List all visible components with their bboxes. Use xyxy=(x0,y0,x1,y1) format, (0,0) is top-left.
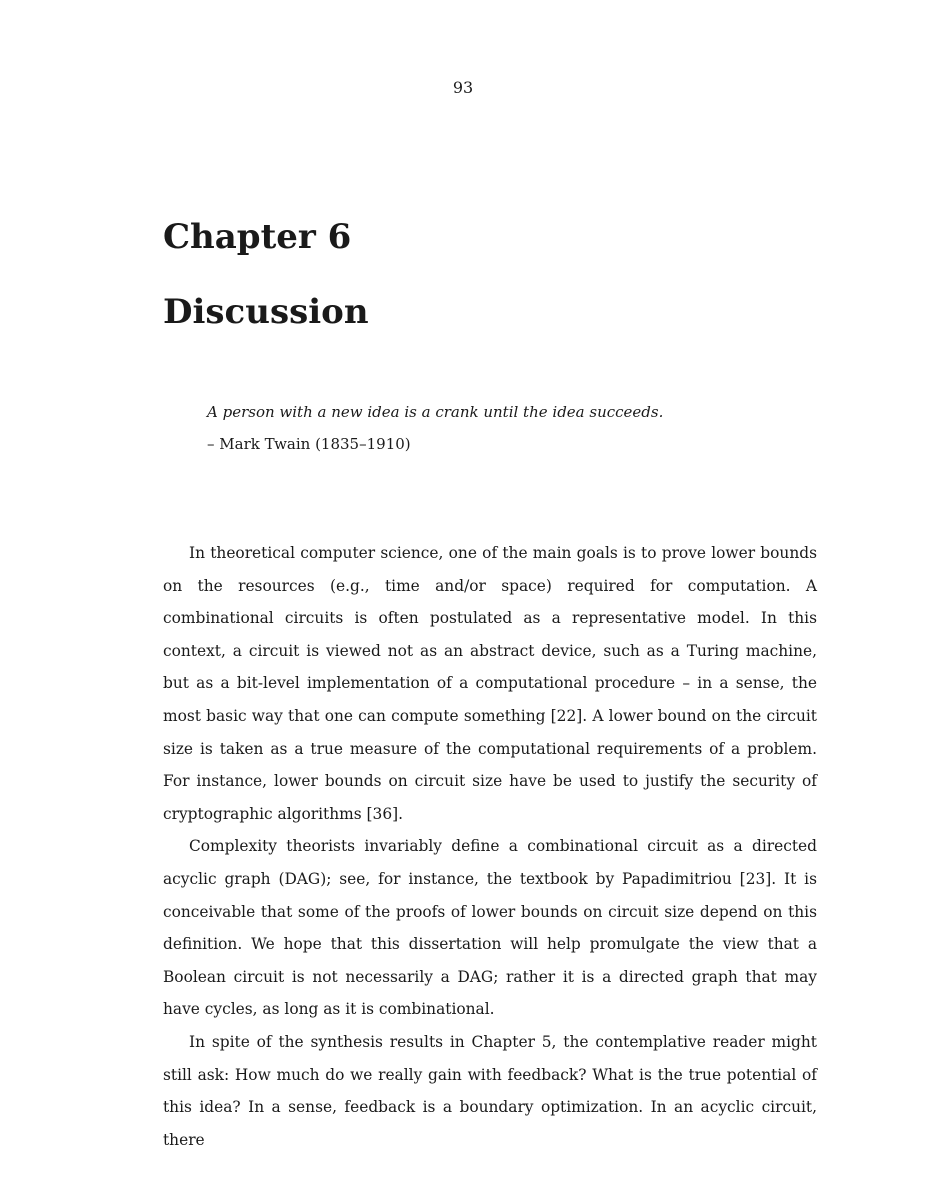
paragraph: In spite of the synthesis results in Chapter 5, the contemplative reader might still ask: How much do we really gain with feedback? What is the true potential of this idea? In a sense, feedback is a boundary optimization. In an acyclic circuit, there xyxy=(163,1032,817,1149)
epigraph xyxy=(207,400,663,456)
epigraph-attribution: – Mark Twain (1835–1910) xyxy=(207,435,411,453)
chapter-title: Discussion xyxy=(163,292,369,332)
paragraph: In theoretical computer science, one of the main goals is to prove lower bounds on the resources (e.g., time and/or space) required for computation. A combinational circuits is often postulated as a representative model. In this context, a circuit is viewed not as an abstract device, such as a Turing machine, but as a bit-level implementation of a computational procedure – in a sense, the most basic way that one can compute something [22]. A lower bound on the circuit size is taken as a true measure of the computational requirements of a problem. For instance, lower bounds on circuit size have be used to justify the security of cryptographic algorithms [36]. xyxy=(163,544,817,823)
page-number: 93 xyxy=(452,78,474,97)
body-text xyxy=(163,537,817,1156)
epigraph-quote: A person with a new idea is a crank until the idea succeeds. xyxy=(207,403,664,421)
chapter-label: Chapter 6 xyxy=(163,217,352,257)
paragraph: Complexity theorists invariably define a combinational circuit as a directed acyclic graph (DAG); see, for instance, the textbook by Papadimitriou [23]. It is conceivable that some of the proofs of lower bounds on circuit size depend on this definition. We hope that this dissertation will help promulgate the view that a Boolean circuit is not necessarily a DAG; rather it is a directed graph that may have cycles, as long as it is combinational. xyxy=(163,837,817,1019)
